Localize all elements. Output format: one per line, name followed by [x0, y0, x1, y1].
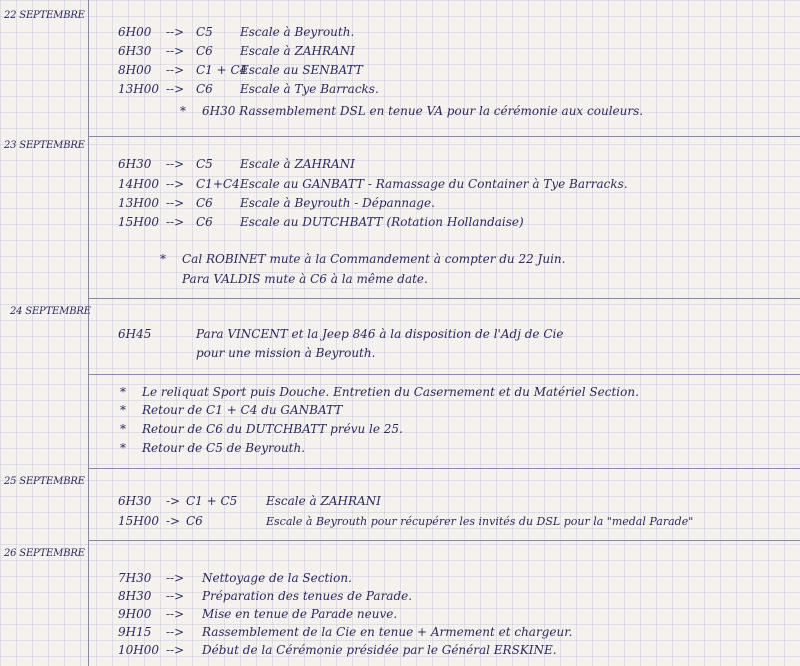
day-divider — [88, 468, 800, 469]
date-label: 23 SEPTEMBRE — [4, 140, 85, 151]
schedule-entry: 9H00 --> Mise en tenue de Parade neuve. — [118, 607, 398, 621]
margin-line — [88, 0, 89, 666]
schedule-entry: 14H00 --> C1+C4Escale au GANBATT - Ramassage du Container à Tye Barracks. — [118, 177, 628, 191]
schedule-entry: 6H00 --> C5 Escale à Beyrouth. — [118, 25, 355, 39]
day-divider — [88, 374, 800, 375]
schedule-entry: 6H30 --> C5 Escale à ZAHRANI — [118, 157, 355, 171]
note: * Retour de C6 du DUTCHBATT prévu le 25. — [120, 422, 403, 436]
note: * Le reliquat Sport puis Douche. Entretien du Casernement et du Matériel Section. — [120, 385, 639, 399]
schedule-entry: 13H00 --> C6 Escale à Tye Barracks. — [118, 82, 379, 96]
note: Para VALDIS mute à C6 à la même date. — [182, 272, 428, 286]
note: * Retour de C5 de Beyrouth. — [120, 441, 306, 455]
schedule-entry: 15H00 -> C6 Escale à Beyrouth pour récupérer les invités du DSL pour la "medal Parade" — [118, 514, 694, 528]
date-label: 22 SEPTEMBRE — [4, 10, 85, 21]
note: * Retour de C1 + C4 du GANBATT — [120, 403, 343, 417]
schedule-entry: pour une mission à Beyrouth. — [196, 346, 376, 360]
schedule-entry: 8H30 --> Préparation des tenues de Parade. — [118, 589, 413, 603]
date-label: 26 SEPTEMBRE — [4, 548, 85, 559]
note: * Cal ROBINET mute à la Commandement à compter du 22 Juin. — [160, 252, 566, 266]
schedule-entry: 6H30 -> C1 + C5 Escale à ZAHRANI — [118, 494, 381, 508]
schedule-entry: 6H45 Para VINCENT et la Jeep 846 à la disposition de l'Adj de Cie — [118, 327, 564, 341]
schedule-entry: 13H00 --> C6 Escale à Beyrouth - Dépannage. — [118, 196, 435, 210]
day-divider — [88, 540, 800, 541]
schedule-entry: 15H00 --> C6 Escale au DUTCHBATT (Rotation Hollandaise) — [118, 215, 524, 229]
note: * 6H30 Rassemblement DSL en tenue VA pour la cérémonie aux couleurs. — [180, 104, 644, 118]
day-divider — [88, 136, 800, 137]
day-divider — [88, 298, 800, 299]
schedule-entry: 6H30 --> C6 Escale à ZAHRANI — [118, 44, 355, 58]
date-label: 25 SEPTEMBRE — [4, 476, 85, 487]
schedule-entry: 8H00 --> C1 + C4Escale au SENBATT — [118, 63, 363, 77]
schedule-entry: 7H30 --> Nettoyage de la Section. — [118, 571, 352, 585]
schedule-entry: 9H15 --> Rassemblement de la Cie en tenue + Armement et chargeur. — [118, 625, 573, 639]
date-label: 24 SEPTEMBRE — [10, 306, 91, 317]
schedule-entry: 10H00 --> Début de la Cérémonie présidée par le Général ERSKINE. — [118, 643, 557, 657]
